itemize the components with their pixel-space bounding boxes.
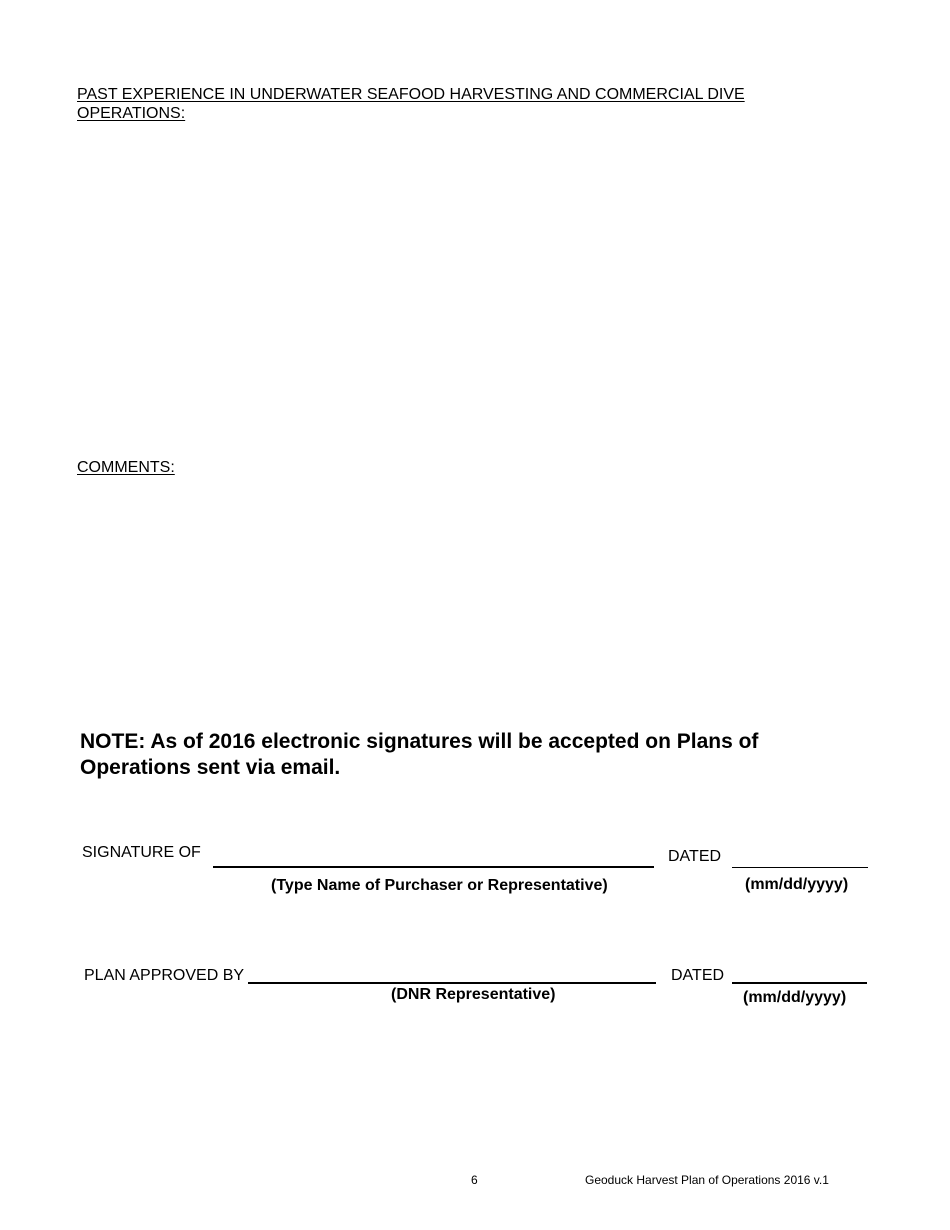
- past-experience-heading-line1: PAST EXPERIENCE IN UNDERWATER SEAFOOD HARVESTING AND COMMERCIAL DIVE: [77, 86, 745, 103]
- signature-caption: (Type Name of Purchaser or Representative): [271, 877, 608, 894]
- approval-date-format: (mm/dd/yyyy): [743, 989, 847, 1006]
- comments-heading: COMMENTS:: [77, 459, 175, 476]
- electronic-signature-note: [80, 729, 880, 781]
- approval-dated-label: DATED: [671, 967, 725, 984]
- note-line2: Operations sent via email.: [80, 756, 341, 779]
- comments-response-area[interactable]: [77, 485, 867, 705]
- approver-caption: (DNR Representative): [391, 986, 556, 1003]
- past-experience-heading: [77, 85, 857, 123]
- signature-dated-label: DATED: [668, 848, 722, 865]
- signature-date-field[interactable]: [732, 867, 868, 868]
- approval-date-field[interactable]: [732, 982, 867, 984]
- page-number: 6: [471, 1173, 478, 1187]
- past-experience-response-area[interactable]: [77, 130, 867, 450]
- note-line1: NOTE: As of 2016 electronic signatures will be accepted on Plans of: [80, 730, 759, 753]
- signature-name-field[interactable]: [213, 866, 654, 868]
- approver-name-field[interactable]: [248, 982, 656, 984]
- past-experience-heading-line2: OPERATIONS:: [77, 105, 186, 122]
- footer-document-title: Geoduck Harvest Plan of Operations 2016 v.1: [585, 1173, 829, 1187]
- signature-date-format: (mm/dd/yyyy): [745, 876, 849, 893]
- signature-label: SIGNATURE OF: [82, 844, 201, 861]
- plan-approved-label: PLAN APPROVED BY: [84, 967, 245, 984]
